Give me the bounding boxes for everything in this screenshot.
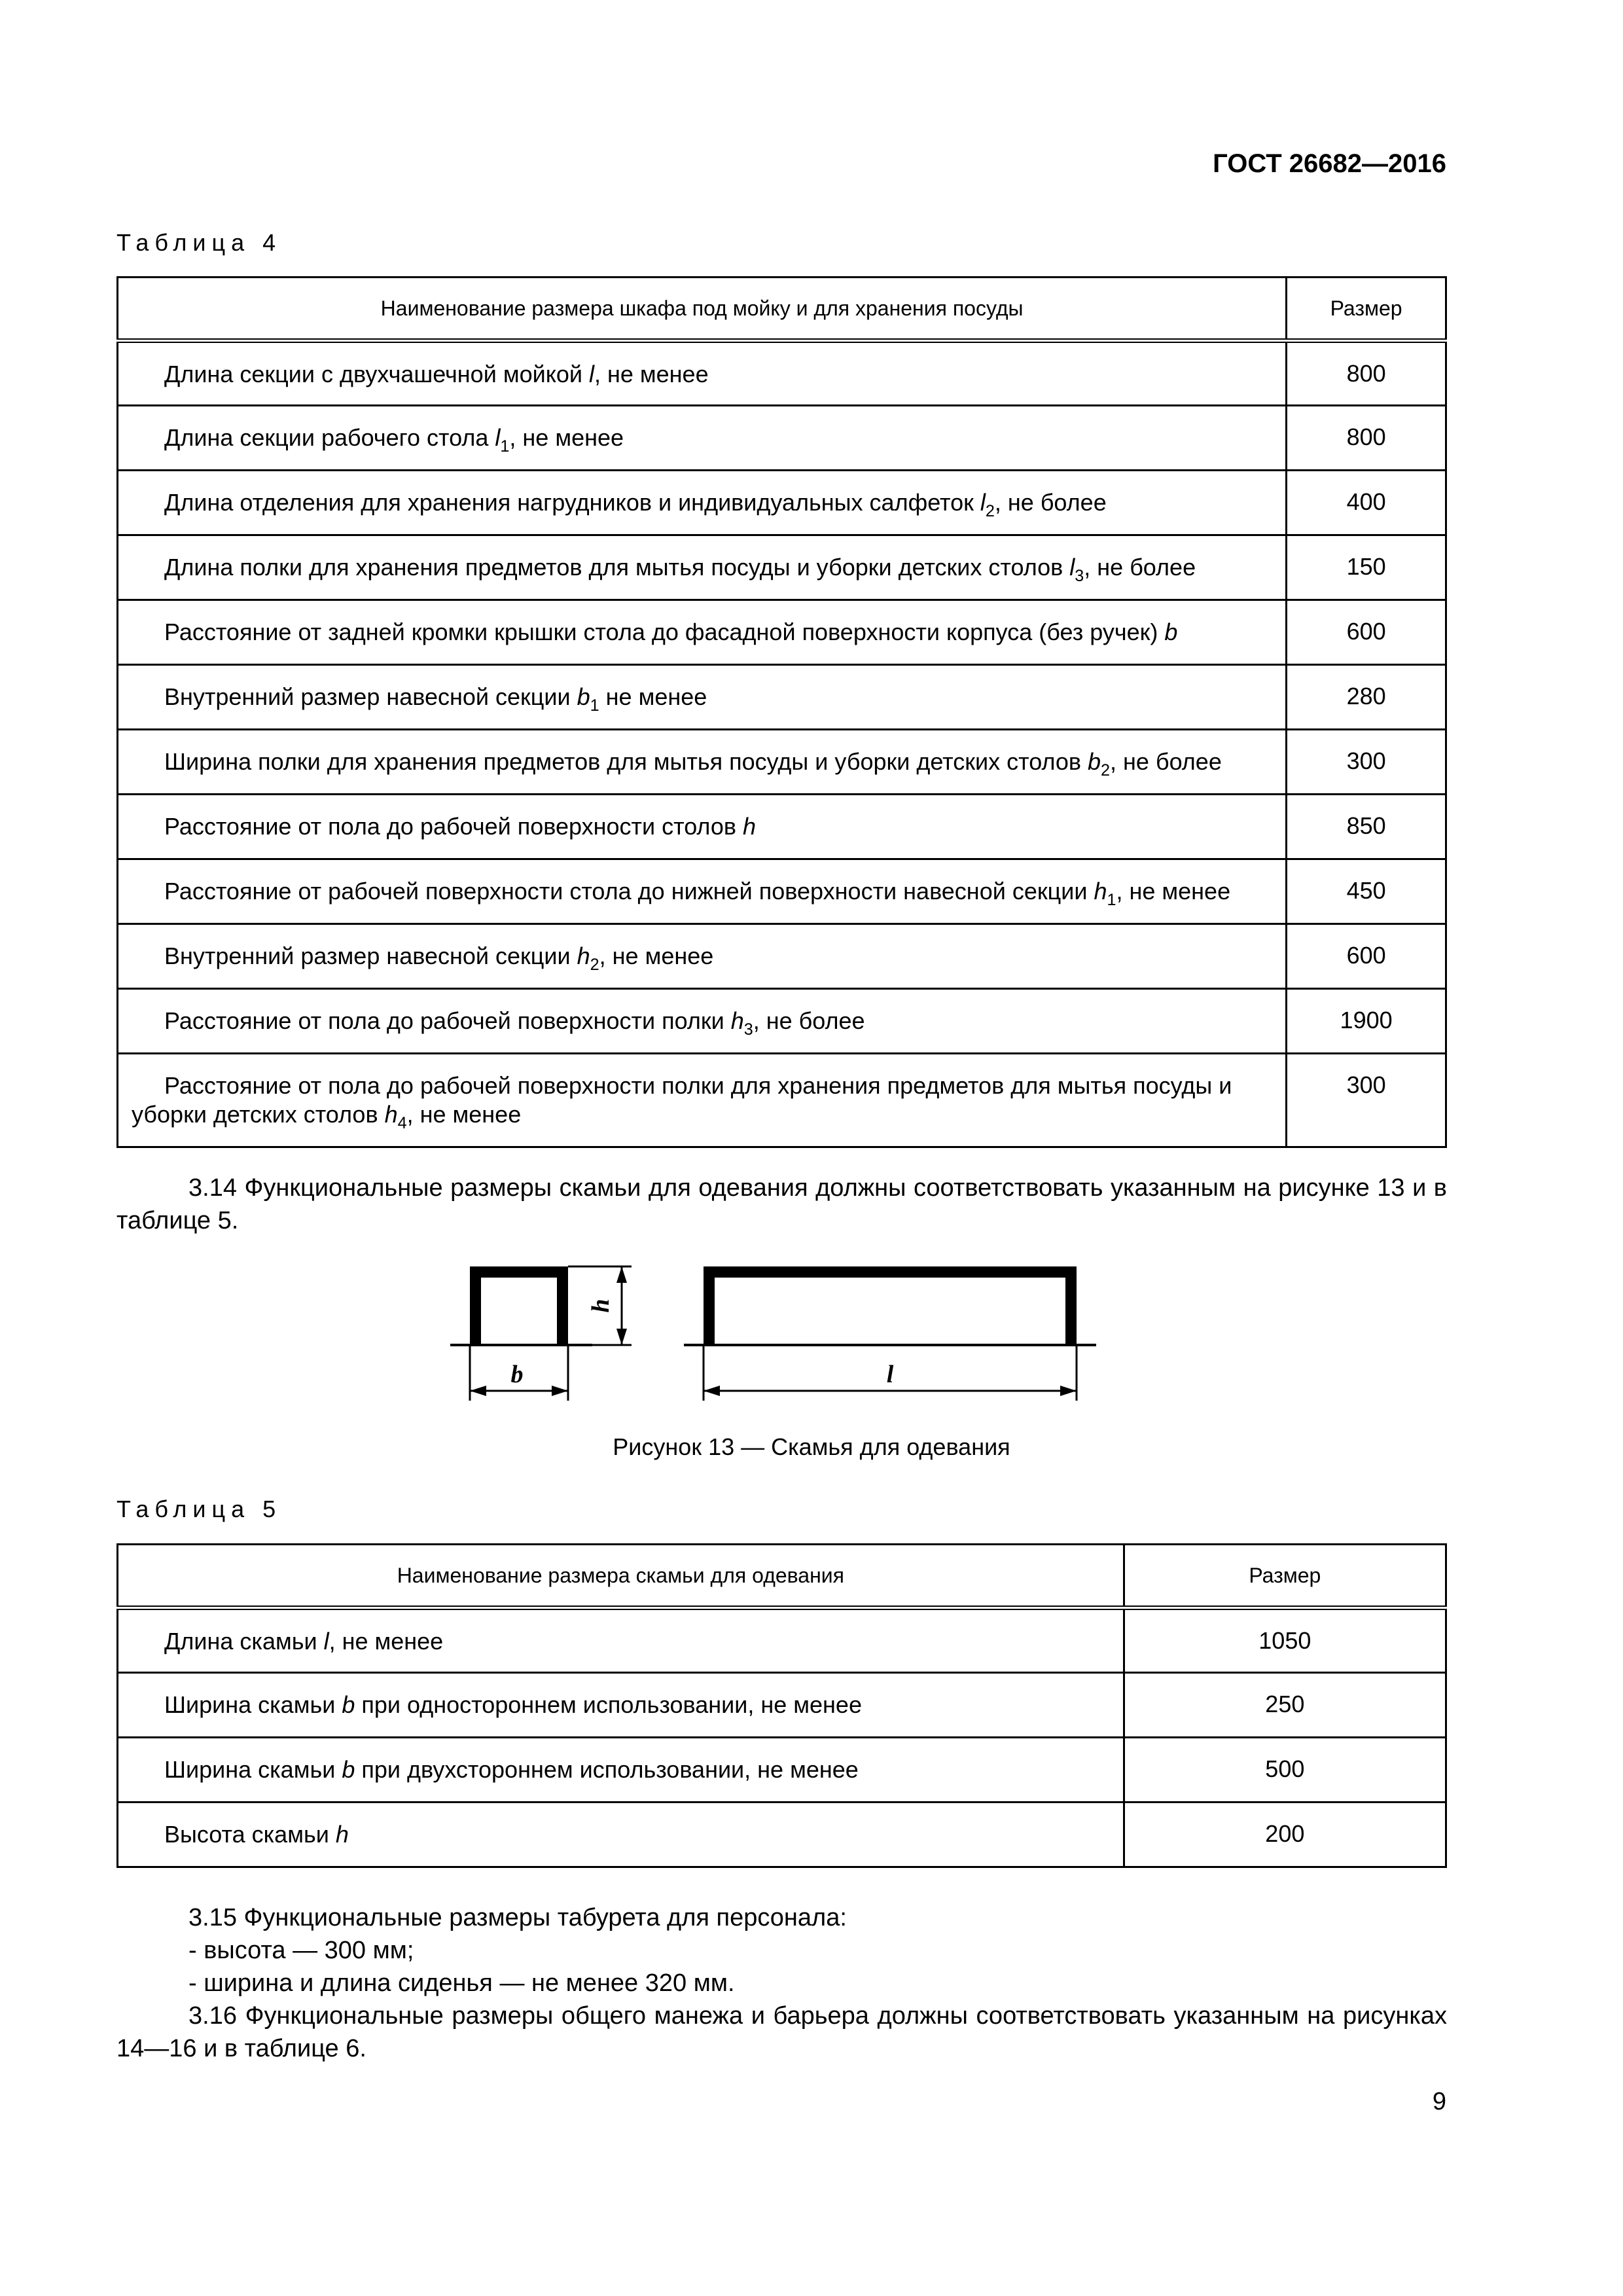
row-name-text: Расстояние от рабочей поверхности стола до нижней поверхности навесной секции — [164, 878, 1094, 905]
row-value: 600 — [1287, 924, 1446, 989]
row-symbol: h — [335, 1821, 349, 1848]
paragraph-3-15-item-1: - высота — 300 мм; — [188, 1937, 414, 1964]
row-symbol-subscript: 3 — [743, 1020, 753, 1039]
row-symbol: h — [577, 942, 590, 969]
row-name-text: Расстояние от пола до рабочей поверхности полки для хранения предметов для мытья посуды и уборки детских столов — [132, 1072, 1232, 1128]
row-symbol-subscript: 3 — [1075, 566, 1084, 585]
column-header-value: Размер — [1287, 278, 1446, 341]
row-name-text: Ширина полки для хранения предметов для мытья посуды и уборки детских столов — [164, 748, 1088, 775]
dimension-label-l: l — [886, 1361, 894, 1388]
row-name-text: Внутренний размер навесной секции — [164, 942, 577, 969]
row-value: 800 — [1287, 406, 1446, 471]
column-header-name: Наименование размера скамьи для одевания — [118, 1545, 1124, 1608]
table-5-caption: Таблица 5 — [116, 1496, 282, 1522]
row-name-suffix: при одностороннем использовании, не менее — [355, 1691, 862, 1718]
dimension-label-b: b — [510, 1361, 524, 1388]
table-row — [118, 1608, 1446, 1673]
column-header-value: Размер — [1124, 1545, 1446, 1608]
row-name-suffix: , не более — [994, 489, 1107, 516]
column-header-name: Наименование размера шкафа под мойку и для хранения посуды — [118, 278, 1287, 341]
paragraph-3-16: 3.16 Функциональные размеры общего манежа и барьера должны соответствовать указанным на рисунках 14—16 и в таблице 6. — [116, 2002, 1447, 2062]
row-symbol-subscript: 2 — [590, 955, 599, 974]
row-name-text: Длина секции рабочего стола — [164, 424, 495, 451]
row-symbol-subscript: 4 — [397, 1113, 407, 1132]
row-value: 800 — [1287, 341, 1446, 406]
paragraph-3-15-intro: 3.15 Функциональные размеры табурета для персонала: — [188, 1904, 847, 1931]
row-name-suffix: , не менее — [509, 424, 624, 451]
row-name-suffix: , не более — [1084, 554, 1196, 581]
row-symbol: h — [384, 1101, 398, 1128]
row-name — [118, 1608, 1124, 1673]
row-name-suffix: , не более — [1110, 748, 1222, 775]
table-row — [118, 1738, 1446, 1803]
row-symbol-subscript: 2 — [985, 501, 995, 520]
row-symbol: l — [588, 361, 594, 387]
page-number: 9 — [1432, 2088, 1446, 2115]
row-symbol-subscript: 1 — [590, 696, 599, 715]
row-name-text: Расстояние от пола до рабочей поверхности столов — [164, 813, 743, 840]
paragraph-3-15-item-2: - ширина и длина сиденья — не менее 320 мм. — [188, 1969, 735, 1997]
row-name-suffix: при двухстороннем использовании, не менее — [355, 1756, 859, 1783]
row-symbol-subscript: 1 — [1107, 890, 1116, 909]
row-value: 300 — [1287, 730, 1446, 795]
row-name-suffix: , не менее — [1116, 878, 1231, 905]
row-symbol: l — [980, 489, 986, 516]
row-symbol: h — [1094, 878, 1107, 905]
row-name — [118, 1803, 1124, 1867]
row-value: 300 — [1287, 1054, 1446, 1147]
row-name-text: Длина секции с двухчашечной мойкой — [164, 361, 589, 387]
row-symbol: b — [1164, 619, 1178, 645]
table-5 — [116, 1543, 1447, 1868]
row-name-text: Длина полки для хранения предметов для мытья посуды и уборки детских столов — [164, 554, 1070, 581]
row-symbol: h — [743, 813, 757, 840]
row-name — [118, 1673, 1124, 1738]
row-value: 600 — [1287, 600, 1446, 665]
row-value: 1900 — [1287, 989, 1446, 1054]
row-name-suffix: , не более — [753, 1007, 865, 1034]
row-symbol: b — [342, 1756, 355, 1783]
row-symbol: b — [1088, 748, 1101, 775]
row-name-text: Длина отделения для хранения нагрудников и индивидуальных салфеток — [164, 489, 980, 516]
row-name-text: Расстояние от задней кромки крышки стола до фасадной поверхности корпуса (без ручек) — [164, 619, 1165, 645]
row-name-text: Ширина скамьи — [164, 1756, 342, 1783]
row-value: 450 — [1287, 859, 1446, 924]
row-symbol: l — [1069, 554, 1075, 581]
row-name-suffix: , не менее — [599, 942, 714, 969]
row-value: 1050 — [1124, 1608, 1446, 1673]
row-name-text: Внутренний размер навесной секции — [164, 683, 577, 710]
row-value: 250 — [1124, 1673, 1446, 1738]
table-row — [118, 1673, 1446, 1738]
row-symbol: b — [577, 683, 590, 710]
row-name-text: Ширина скамьи — [164, 1691, 342, 1718]
row-value: 850 — [1287, 795, 1446, 859]
row-name-text: Высота скамьи — [164, 1821, 336, 1848]
row-value: 150 — [1287, 535, 1446, 600]
row-value: 500 — [1124, 1738, 1446, 1803]
row-symbol: h — [730, 1007, 744, 1034]
row-symbol: l — [495, 424, 501, 451]
table-header-row — [118, 1545, 1446, 1608]
row-symbol-subscript: 2 — [1101, 761, 1111, 780]
row-name-suffix: , не менее — [329, 1628, 444, 1655]
row-symbol: b — [342, 1691, 355, 1718]
row-value: 200 — [1124, 1803, 1446, 1867]
bench-side-view — [450, 1266, 632, 1401]
row-name-suffix: не менее — [599, 683, 707, 710]
row-name-text: Расстояние от пола до рабочей поверхности полки — [164, 1007, 731, 1034]
row-symbol: l — [323, 1628, 329, 1655]
row-name-suffix: , не менее — [406, 1101, 522, 1128]
row-name — [118, 1738, 1124, 1803]
paragraph-3-14: 3.14 Функциональные размеры скамьи для одевания должны соответствовать указанным на рисунке 13 и в таблице 5. — [116, 1174, 1447, 1234]
row-name-text: Длина скамьи — [164, 1628, 324, 1655]
row-symbol-subscript: 1 — [500, 437, 510, 456]
table-5-body — [118, 1608, 1446, 1867]
table-4-caption: Таблица 4 — [116, 229, 282, 256]
document-code: ГОСТ 26682—2016 — [1213, 149, 1446, 178]
row-value: 400 — [1287, 471, 1446, 535]
table-row — [118, 1803, 1446, 1867]
dimension-label-h: h — [587, 1299, 615, 1313]
row-value: 280 — [1287, 665, 1446, 730]
row-name-suffix: , не менее — [594, 361, 709, 387]
figure-13-caption: Рисунок 13 — Скамья для одевания — [613, 1433, 1010, 1460]
